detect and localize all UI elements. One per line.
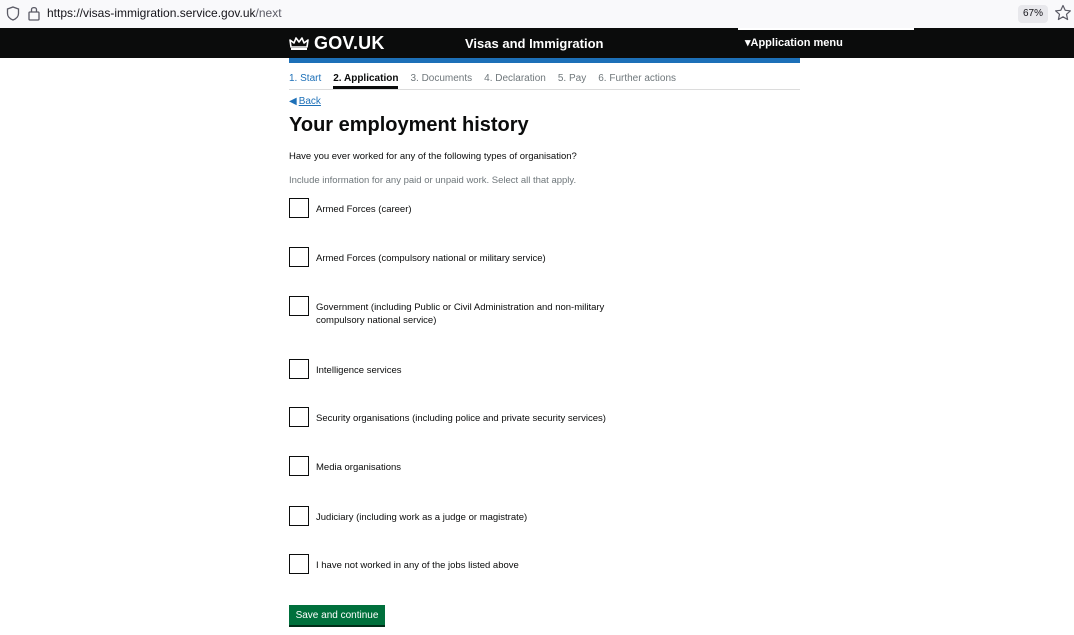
govuk-logo-link[interactable] xyxy=(289,28,385,58)
back-link[interactable] xyxy=(289,96,321,107)
progress-step-5: 5. Pay xyxy=(557,73,587,84)
url-path: /next xyxy=(255,6,282,20)
shield-icon[interactable] xyxy=(6,6,20,21)
checkbox-option[interactable] xyxy=(289,554,636,574)
checkbox-label[interactable]: Security organisations (including police and private security services) xyxy=(316,413,606,424)
checkbox-label[interactable]: Government (including Public or Civil Administration and non-military compulsory national service) xyxy=(316,302,605,326)
progress-step-1[interactable]: 1. Start xyxy=(289,73,322,84)
progress-step-3: 3. Documents xyxy=(410,73,473,84)
checkbox[interactable] xyxy=(289,296,309,316)
save-and-continue-button[interactable]: Save and continue xyxy=(289,605,385,627)
checkbox-option[interactable] xyxy=(289,506,636,526)
header-accent-bar xyxy=(289,58,800,63)
checkbox[interactable] xyxy=(289,554,309,574)
crown-icon xyxy=(289,35,309,51)
address-bar[interactable] xyxy=(47,6,282,20)
back-triangle-icon: ◀ xyxy=(289,96,297,107)
service-name[interactable]: Visas and Immigration xyxy=(465,36,604,51)
checkbox[interactable] xyxy=(289,506,309,526)
progress-step-2: 2. Application xyxy=(333,73,398,89)
checkbox[interactable] xyxy=(289,359,309,379)
checkbox-label[interactable]: Media organisations xyxy=(316,462,402,473)
url-host: https://visas-immigration.service.gov.uk xyxy=(47,6,256,20)
progress-steps xyxy=(289,73,800,90)
checkbox-label[interactable]: Armed Forces (career) xyxy=(316,204,412,215)
checkbox-option[interactable] xyxy=(289,247,636,267)
question-text: Have you ever worked for any of the following types of organisation? xyxy=(289,151,577,162)
bookmark-star-icon[interactable] xyxy=(1054,4,1072,22)
progress-step-6: 6. Further actions xyxy=(598,73,677,84)
progress-step-4: 4. Declaration xyxy=(484,73,546,84)
checkbox-option[interactable] xyxy=(289,359,636,379)
checkbox-label[interactable]: I have not worked in any of the jobs listed above xyxy=(316,560,519,571)
application-menu-button[interactable]: ▾Application menu xyxy=(738,28,914,58)
checkbox-option[interactable] xyxy=(289,407,636,427)
hint-text: Include information for any paid or unpaid work. Select all that apply. xyxy=(289,175,577,186)
checkbox-option[interactable] xyxy=(289,198,636,218)
browser-toolbar xyxy=(0,0,1074,28)
back-link-label: Back xyxy=(298,96,321,107)
govuk-logo-text: GOV.UK xyxy=(314,32,385,53)
checkbox[interactable] xyxy=(289,198,309,218)
checkbox-label[interactable]: Judiciary (including work as a judge or magistrate) xyxy=(316,512,528,523)
checkbox-label[interactable]: Intelligence services xyxy=(316,365,402,376)
site-header xyxy=(0,28,1074,58)
checkbox[interactable] xyxy=(289,247,309,267)
page-title: Your employment history xyxy=(289,114,529,136)
checkbox-option[interactable] xyxy=(289,456,636,476)
checkbox[interactable] xyxy=(289,407,309,427)
checkbox-label[interactable]: Armed Forces (compulsory national or military service) xyxy=(316,253,546,264)
checkbox[interactable] xyxy=(289,456,309,476)
lock-icon[interactable] xyxy=(27,5,41,21)
zoom-indicator[interactable]: 67% xyxy=(1018,5,1048,23)
checkbox-option[interactable] xyxy=(289,296,636,327)
